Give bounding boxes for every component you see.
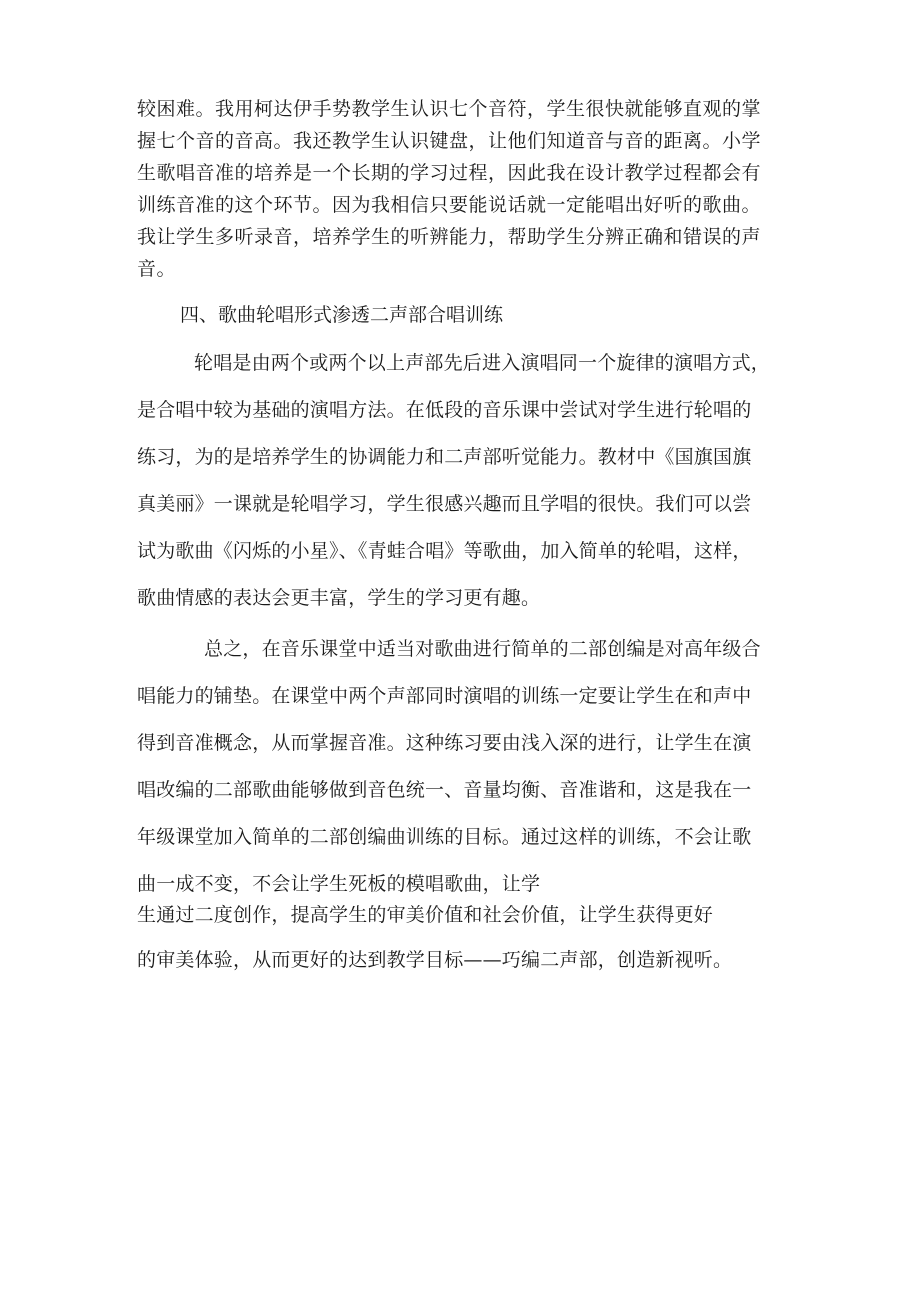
paragraph-2-line-5: 试为歌曲《闪烁的小星》、《青蛙合唱》等歌曲，加入简单的轮唱，这样， [137,540,752,562]
paragraph-1-line-2: 握七个音的音高。我还教学生认识键盘，让他们知道音与音的距离。小学 [137,130,762,152]
section-heading-4: 四、歌曲轮唱形式渗透二声部合唱训练 [180,304,504,326]
paragraph-3-line-5: 年级课堂加入简单的二部创编曲训练的目标。通过这样的训练，不会让歌 [137,826,752,848]
paragraph-2-line-2: 是合唱中较为基础的演唱方法。在低段的音乐课中尝试对学生进行轮唱的 [137,399,752,421]
paragraph-3-line-6: 曲一成不变，不会让学生死板的模唱歌曲，让学 [137,873,541,895]
paragraph-2-line-4: 真美丽》一课就是轮唱学习，学生很感兴趣而且学唱的很快。我们可以尝 [137,493,752,515]
paragraph-1-line-5: 我让学生多听录音，培养学生的听辨能力，帮助学生分辨正确和错误的声 [137,226,762,248]
paragraph-2-line-1: 轮唱是由两个或两个以上声部先后进入演唱同一个旋律的演唱方式， [194,352,771,374]
paragraph-3-line-1: 总之，在音乐课堂中适当对歌曲进行简单的二部创编是对高年级合 [204,638,761,660]
paragraph-3-line-4: 唱改编的二部歌曲能够做到音色统一、音量均衡、音准谐和，这是我在一 [137,779,752,801]
paragraph-3-line-3: 得到音准概念，从而掌握音准。这种练习要由浅入深的进行，让学生在演 [137,732,752,754]
paragraph-2-line-3: 练习，为的是培养学生的协调能力和二声部听觉能力。教材中《国旗国旗 [137,446,752,468]
paragraph-3-line-7: 生通过二度创作，提高学生的审美价值和社会价值，让学生获得更好 [137,904,714,926]
paragraph-1-line-6: 音。 [137,258,177,280]
paragraph-2-line-6: 歌曲情感的表达会更丰富，学生的学习更有趣。 [137,587,541,609]
paragraph-1-line-1: 较困难。我用柯达伊手势教学生认识七个音符，学生很快就能够直观的掌 [137,98,762,120]
paragraph-3-line-8: 的审美体验，从而更好的达到教学目标——巧编二声部，创造新视听。 [137,949,733,971]
paragraph-1-line-3: 生歌唱音准的培养是一个长期的学习过程，因此我在设计教学过程都会有 [137,162,762,184]
paragraph-1-line-4: 训练音准的这个环节。因为我相信只要能说话就一定能唱出好听的歌曲。 [137,194,762,216]
paragraph-3-line-2: 唱能力的铺垫。在课堂中两个声部同时演唱的训练一定要让学生在和声中 [137,685,752,707]
